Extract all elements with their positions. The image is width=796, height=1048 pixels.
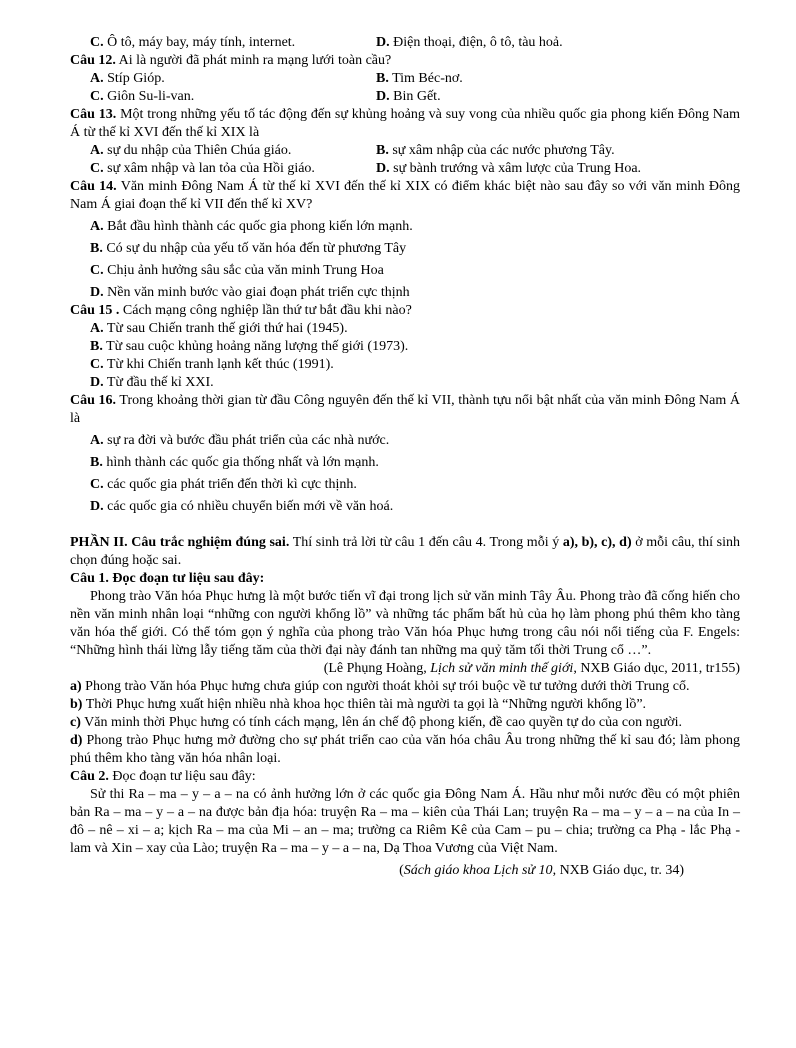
q15-option-a[interactable]: A. Từ sau Chiến tranh thế giới thứ hai (1945). (90, 321, 348, 336)
q13-options-ab (70, 142, 740, 160)
q16-option-b[interactable]: B. hình thành các quốc gia thống nhất và lớn mạnh. (90, 455, 379, 470)
q12-option-b[interactable]: B. Tim Béc-nơ. (376, 71, 463, 86)
c1-passage: Phong trào Văn hóa Phục hưng là một bước tiến vĩ đại trong lịch sử văn minh Tây Âu. Phong trào đã cống hiến cho nền văn minh nhân loại “những con người khổng lồ” và những tác phẩm bất hủ của họ làm phong phú thêm kho tàng văn hóa thế giới. Có thể tóm gọn ý nghĩa của phong trào Văn hóa Phục hưng trong câu nói nổi tiếng của F. Engels: “Những hình thái lừng lẫy tiếng tăm của thời đại này đánh tan những ma quỷ tăm tối thời Trung cổ …”. (70, 589, 740, 658)
q13-stem: Câu 13. Một trong những yếu tố tác động đến sự khủng hoảng và suy vong của nhiều quốc gia phong kiến Đông Nam Á từ thế kỉ XVI đến thế kỉ XIX là (70, 107, 740, 140)
c1-statement-d[interactable]: d) Phong trào Phục hưng mở đường cho sự phát triển cao của văn hóa châu Âu trong những thế kỉ sau đó; làm phong phú thêm kho tàng văn hóa nhân loại. (70, 733, 740, 766)
q13-option-d[interactable]: D. sự bành trướng và xâm lược của Trung Hoa. (376, 161, 642, 176)
c1-statement-c[interactable]: c) Văn minh thời Phục hưng có tính cách mạng, lên án chế độ phong kiến, đề cao quyền tự do của con người. (70, 715, 682, 730)
q12-option-a[interactable]: A. Stíp Gióp. (90, 71, 165, 86)
q13-options-cd (70, 160, 740, 178)
exam-page (70, 34, 740, 880)
q13-option-c[interactable]: C. sự xâm nhập và lan tỏa của Hồi giáo. (90, 161, 315, 176)
c1-statement-b[interactable]: b) Thời Phục hưng xuất hiện nhiều nhà khoa học thiên tài mà người ta gọi là “Những người khổng lồ”. (70, 697, 647, 712)
q13-option-b[interactable]: B. sự xâm nhập của các nước phương Tây. (376, 143, 615, 158)
q11-option-d[interactable]: D. Điện thoại, điện, ô tô, tàu hoả. (376, 35, 563, 50)
part2-instructions: PHẦN II. Câu trắc nghiệm đúng sai. Thí sinh trả lời từ câu 1 đến câu 4. Trong mỗi ý a), b), c), d) ở mỗi câu, thí sinh chọn đúng hoặc sai. (70, 535, 740, 568)
q16-stem: Câu 16. Trong khoảng thời gian từ đầu Công nguyên đến thế kỉ VII, thành tựu nổi bật nhất của văn minh Đông Nam Á là (70, 393, 740, 426)
q14-option-b[interactable]: B. Có sự du nhập của yếu tố văn hóa đến từ phương Tây (90, 241, 407, 256)
c2-title: Câu 2. Đọc đoạn tư liệu sau đây: (70, 769, 256, 784)
q12-option-c[interactable]: C. Giôn Su-li-van. (90, 89, 195, 104)
q15-option-b[interactable]: B. Từ sau cuộc khủng hoảng năng lượng thế giới (1973). (90, 339, 409, 354)
section-spacer (70, 516, 740, 534)
q12-options-cd (70, 88, 740, 106)
c1-title: Câu 1. Đọc đoạn tư liệu sau đây: (70, 571, 265, 586)
c2-passage: Sử thi Ra – ma – y – a – na có ảnh hưởng lớn ở các quốc gia Đông Nam Á. Hầu như mỗi nước đều có một phiên bản Ra – ma – y – a – na được bản địa hóa: truyện Ra – ma – kiên của Thái Lan; truyện Ra – ma – y – a – na của In – đô – nê – xi – a; kịch Ra – ma của Mi – an – ma; trường ca Riêm Kê của Cam – pu – chia; trường ca Phạ - lắc Phạ - lam và Xin – xay của Lào; truyện Ra – ma – y – a – na, Dạ Thoa Vương của Việt Nam. (70, 787, 740, 856)
q12-options-ab (70, 70, 740, 88)
c2-source: (Sách giáo khoa Lịch sử 10, NXB Giáo dục, tr. 34) (399, 863, 684, 878)
q14-option-c[interactable]: C. Chịu ảnh hưởng sâu sắc của văn minh Trung Hoa (90, 263, 384, 278)
q16-option-c[interactable]: C. các quốc gia phát triển đến thời kì cực thịnh. (90, 477, 357, 492)
q15-option-c[interactable]: C. Từ khi Chiến tranh lạnh kết thúc (1991). (90, 357, 334, 372)
q14-option-a[interactable]: A. Bắt đầu hình thành các quốc gia phong kiến lớn mạnh. (90, 219, 413, 234)
q11-option-c[interactable]: C. Ô tô, máy bay, máy tính, internet. (90, 35, 296, 50)
q12-stem: Câu 12. Ai là người đã phát minh ra mạng lưới toàn cầu? (70, 53, 392, 68)
q16-option-d[interactable]: D. các quốc gia có nhiều chuyển biến mới về văn hoá. (90, 499, 394, 514)
q12-option-d[interactable]: D. Bin Gết. (376, 89, 441, 104)
q16-option-a[interactable]: A. sự ra đời và bước đầu phát triển của các nhà nước. (90, 433, 390, 448)
q15-stem: Câu 15 . Cách mạng công nghiệp lần thứ tư bắt đầu khi nào? (70, 303, 412, 318)
c1-statement-a[interactable]: a) Phong trào Văn hóa Phục hưng chưa giúp con người thoát khỏi sự trói buộc về tư tưởng dưới thời Trung cổ. (70, 679, 690, 694)
q14-option-d[interactable]: D. Nền văn minh bước vào giai đoạn phát triển cực thịnh (90, 285, 410, 300)
q13-option-a[interactable]: A. sự du nhập của Thiên Chúa giáo. (90, 143, 292, 158)
q14-stem: Câu 14. Văn minh Đông Nam Á từ thế kỉ XVI đến thế kỉ XIX có điểm khác biệt nào sau đây so với văn minh Đông Nam Á giai đoạn thế kỉ VII đến thế kỉ XV? (70, 179, 740, 212)
q15-option-d[interactable]: D. Từ đầu thế kỉ XXI. (90, 375, 214, 390)
q11-options-cd (70, 34, 740, 52)
c1-source: (Lê Phụng Hoàng, Lịch sử văn minh thế giới, NXB Giáo dục, 2011, tr155) (323, 661, 740, 676)
